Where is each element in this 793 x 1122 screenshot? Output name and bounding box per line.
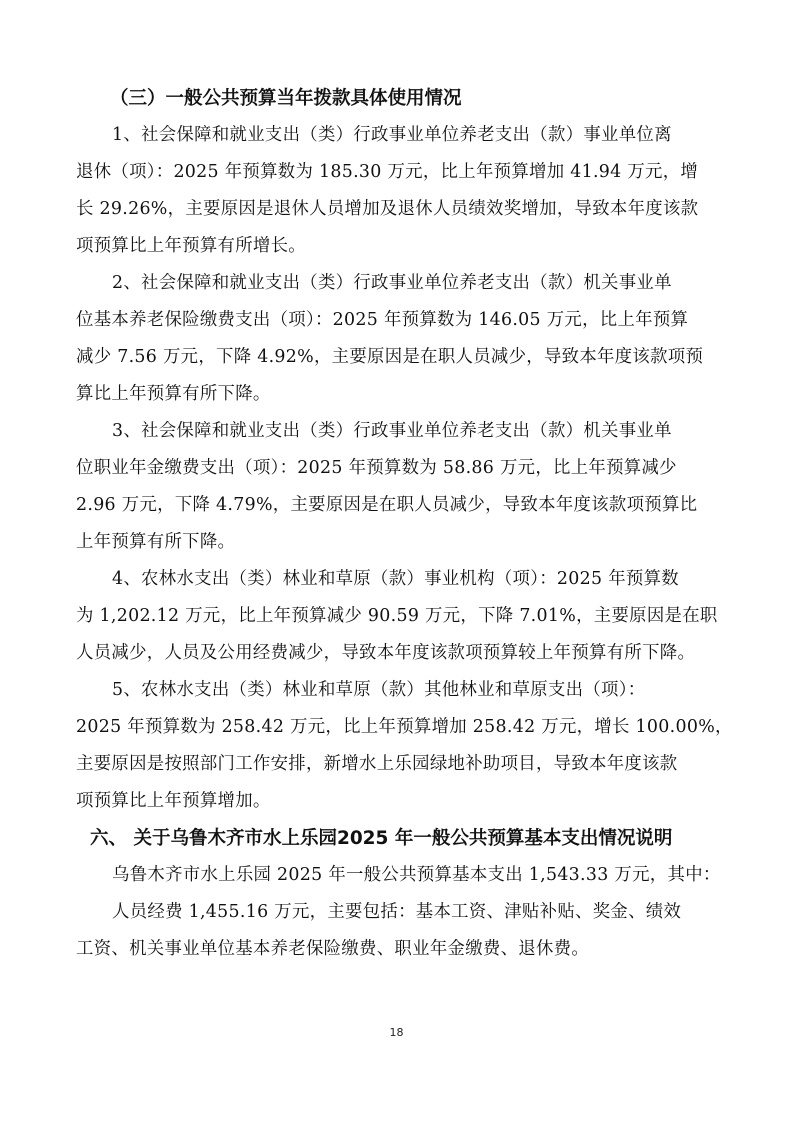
paragraph-line: 5、农林水支出（类）林业和草原（款）其他林业和草原支出（项）： — [112, 680, 646, 700]
paragraph-item-3 — [76, 413, 716, 561]
page-content — [76, 80, 733, 968]
section-heading-3: （三）一般公共预算当年拨款具体使用情况 — [110, 88, 462, 109]
paragraph-basic-expenditure — [76, 857, 721, 894]
paragraph-item-1 — [76, 117, 716, 265]
paragraph-line: 工资、机关事业单位基本养老保险缴费、职业年金缴费、退休费。 — [76, 939, 590, 959]
paragraph-line: 上年预算有所下降。 — [76, 532, 236, 552]
paragraph-item-2 — [76, 265, 716, 413]
paragraph-line: 退休（项）：2025 年预算数为 185.30 万元，比上年预算增加 41.94 万元，增 — [76, 162, 699, 182]
paragraph-line: 项预算比上年预算增加。 — [76, 791, 271, 811]
paragraph-personnel-expenditure — [76, 894, 716, 968]
paragraph-line: 长 29.26%，主要原因是退休人员增加及退休人员绩效奖增加，导致本年度该款 — [76, 199, 699, 219]
paragraph-line: 2.96 万元，下降 4.79%，主要原因是在职人员减少，导致本年度该款项预算比 — [76, 495, 698, 515]
paragraph-line: 算比上年预算有所下降。 — [76, 384, 271, 404]
paragraph-line: 位职业年金缴费支出（项）：2025 年预算数为 58.86 万元，比上年预算减少 — [76, 458, 677, 478]
paragraph-line: 位基本养老保险缴费支出（项）：2025 年预算数为 146.05 万元，比上年预算 — [76, 310, 689, 330]
paragraph-line: 2、社会保障和就业支出（类）行政事业单位养老支出（款）机关事业单 — [112, 273, 672, 293]
paragraph-line: 2025 年预算数为 258.42 万元，比上年预算增加 258.42 万元，增长 100.00%， — [76, 717, 733, 737]
paragraph-line: 1、社会保障和就业支出（类）行政事业单位养老支出（款）事业单位离 — [112, 125, 672, 145]
paragraph-line: 人员减少，人员及公用经费减少，导致本年度该款项预算较上年预算有所下降。 — [76, 643, 696, 663]
paragraph-line: 项预算比上年预算有所增长。 — [76, 236, 306, 256]
section-heading-6: 六、 关于乌鲁木齐市水上乐园2025 年一般公共预算基本支出情况说明 — [90, 828, 673, 849]
paragraph-line: 3、社会保障和就业支出（类）行政事业单位养老支出（款）机关事业单 — [112, 421, 672, 441]
paragraph-item-4 — [76, 561, 716, 672]
paragraph-line: 减少 7.56 万元，下降 4.92%，主要原因是在职人员减少，导致本年度该款项预 — [76, 347, 704, 367]
paragraph-line: 人员经费 1,455.16 万元，主要包括：基本工资、津贴补贴、奖金、绩效 — [112, 902, 682, 922]
paragraph-line: 4、农林水支出（类）林业和草原（款）事业机构（项）：2025 年预算数 — [112, 569, 679, 589]
paragraph-line: 乌鲁木齐市水上乐园 2025 年一般公共预算基本支出 1,543.33 万元，其中： — [112, 865, 721, 885]
paragraph-item-5 — [76, 672, 733, 820]
paragraph-line: 为 1,202.12 万元，比上年预算减少 90.59 万元，下降 7.01%，主要原因是在职 — [76, 606, 718, 626]
page-number: 18 — [389, 1026, 404, 1039]
paragraph-line: 主要原因是按照部门工作安排，新增水上乐园绿地补助项目，导致本年度该款 — [76, 754, 678, 774]
